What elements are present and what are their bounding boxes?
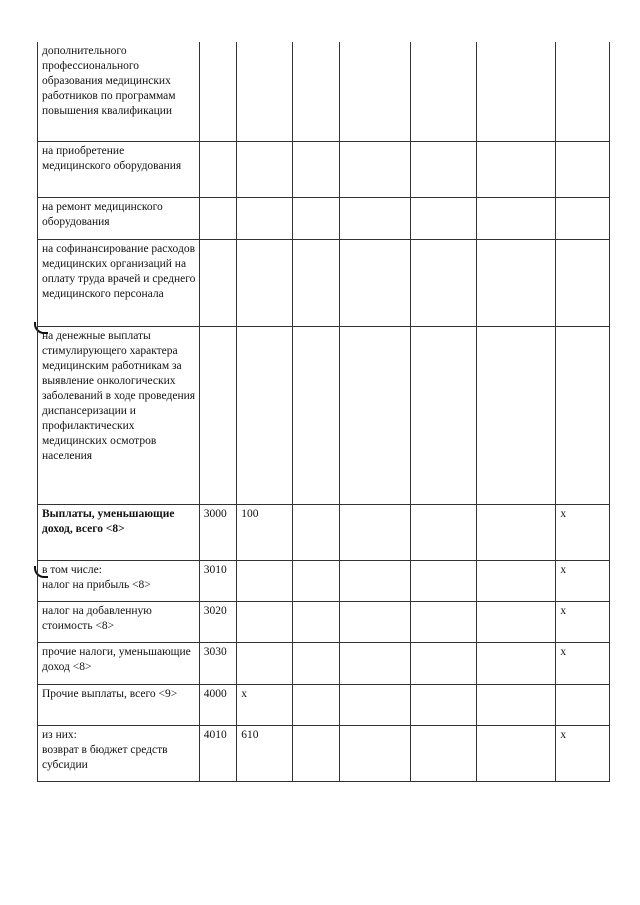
empty-cell bbox=[410, 560, 476, 601]
row-last bbox=[556, 197, 610, 239]
empty-cell bbox=[340, 326, 411, 504]
row-kbk bbox=[237, 642, 293, 684]
empty-cell bbox=[292, 239, 339, 326]
empty-cell bbox=[292, 504, 339, 560]
financial-table bbox=[37, 42, 610, 782]
empty-cell bbox=[477, 560, 556, 601]
empty-cell bbox=[477, 42, 556, 141]
empty-cell bbox=[340, 141, 411, 197]
row-label: на софинансирование расходов медицинских организаций на оплату труда врачей и среднего медицинского персонала bbox=[38, 239, 200, 326]
empty-cell bbox=[292, 642, 339, 684]
row-code bbox=[199, 141, 236, 197]
empty-cell bbox=[292, 42, 339, 141]
row-label: прочие налоги, уменьшающие доход <8> bbox=[38, 642, 200, 684]
table-row bbox=[38, 601, 610, 642]
row-code: 4000 bbox=[199, 684, 236, 725]
row-label: возврат в бюджет средств субсидии bbox=[42, 743, 168, 771]
row-label: на денежные выплаты стимулирующего характера медицинским работникам за выявление онкологических заболеваний в ходе проведения диспансеризации и профилактических медицинских осмотров населения bbox=[38, 326, 200, 504]
empty-cell bbox=[410, 197, 476, 239]
table-row bbox=[38, 560, 610, 601]
row-label: Выплаты, уменьшающие доход, всего <8> bbox=[38, 504, 200, 560]
empty-cell bbox=[292, 601, 339, 642]
row-kbk bbox=[237, 326, 293, 504]
row-last bbox=[556, 42, 610, 141]
row-last: x bbox=[556, 642, 610, 684]
empty-cell bbox=[477, 642, 556, 684]
empty-cell bbox=[340, 642, 411, 684]
empty-cell bbox=[410, 504, 476, 560]
empty-cell bbox=[477, 326, 556, 504]
row-label: налог на добавленную стоимость <8> bbox=[38, 601, 200, 642]
empty-cell bbox=[410, 601, 476, 642]
table-row bbox=[38, 197, 610, 239]
empty-cell bbox=[292, 684, 339, 725]
empty-cell bbox=[340, 684, 411, 725]
empty-cell bbox=[340, 560, 411, 601]
row-last: x bbox=[556, 601, 610, 642]
row-label-prefix: из них: bbox=[42, 728, 77, 741]
empty-cell bbox=[292, 141, 339, 197]
row-code bbox=[199, 197, 236, 239]
empty-cell bbox=[292, 326, 339, 504]
empty-cell bbox=[477, 141, 556, 197]
row-kbk: x bbox=[237, 684, 293, 725]
empty-cell bbox=[477, 239, 556, 326]
empty-cell bbox=[410, 684, 476, 725]
empty-cell bbox=[410, 326, 476, 504]
row-kbk bbox=[237, 601, 293, 642]
table-row bbox=[38, 42, 610, 141]
table-row bbox=[38, 642, 610, 684]
empty-cell bbox=[477, 197, 556, 239]
row-last: x bbox=[556, 504, 610, 560]
empty-cell bbox=[410, 42, 476, 141]
empty-cell bbox=[292, 560, 339, 601]
empty-cell bbox=[340, 725, 411, 781]
table-row bbox=[38, 239, 610, 326]
row-code bbox=[199, 326, 236, 504]
row-kbk bbox=[237, 197, 293, 239]
row-last bbox=[556, 326, 610, 504]
row-kbk bbox=[237, 42, 293, 141]
row-label: на ремонт медицинского оборудования bbox=[38, 197, 200, 239]
row-code: 3000 bbox=[199, 504, 236, 560]
empty-cell bbox=[410, 725, 476, 781]
row-last bbox=[556, 684, 610, 725]
table-row bbox=[38, 141, 610, 197]
row-kbk bbox=[237, 560, 293, 601]
row-kbk: 610 bbox=[237, 725, 293, 781]
table-row bbox=[38, 504, 610, 560]
empty-cell bbox=[292, 197, 339, 239]
table-row bbox=[38, 725, 610, 781]
empty-cell bbox=[292, 725, 339, 781]
empty-cell bbox=[477, 601, 556, 642]
empty-cell bbox=[340, 504, 411, 560]
empty-cell bbox=[340, 42, 411, 141]
row-kbk: 100 bbox=[237, 504, 293, 560]
row-last bbox=[556, 239, 610, 326]
row-code bbox=[199, 42, 236, 141]
row-last: x bbox=[556, 560, 610, 601]
row-label-cell bbox=[38, 560, 200, 601]
empty-cell bbox=[410, 642, 476, 684]
empty-cell bbox=[477, 504, 556, 560]
empty-cell bbox=[410, 141, 476, 197]
table-row bbox=[38, 326, 610, 504]
empty-cell bbox=[340, 197, 411, 239]
row-label-cell bbox=[38, 725, 200, 781]
row-code bbox=[199, 239, 236, 326]
empty-cell bbox=[477, 684, 556, 725]
row-code: 3020 bbox=[199, 601, 236, 642]
empty-cell bbox=[340, 239, 411, 326]
row-kbk bbox=[237, 239, 293, 326]
row-label: дополнительного профессионального образования медицинских работников по программам повышения квалификации bbox=[38, 42, 200, 141]
row-code: 3030 bbox=[199, 642, 236, 684]
empty-cell bbox=[477, 725, 556, 781]
empty-cell bbox=[410, 239, 476, 326]
row-code: 4010 bbox=[199, 725, 236, 781]
row-kbk bbox=[237, 141, 293, 197]
row-last bbox=[556, 141, 610, 197]
row-label: налог на прибыль <8> bbox=[42, 578, 151, 591]
row-label: Прочие выплаты, всего <9> bbox=[38, 684, 200, 725]
table-row bbox=[38, 684, 610, 725]
row-label-prefix: в том числе: bbox=[42, 563, 102, 576]
row-last: x bbox=[556, 725, 610, 781]
row-label: на приобретение медицинского оборудования bbox=[38, 141, 200, 197]
row-code: 3010 bbox=[199, 560, 236, 601]
empty-cell bbox=[340, 601, 411, 642]
